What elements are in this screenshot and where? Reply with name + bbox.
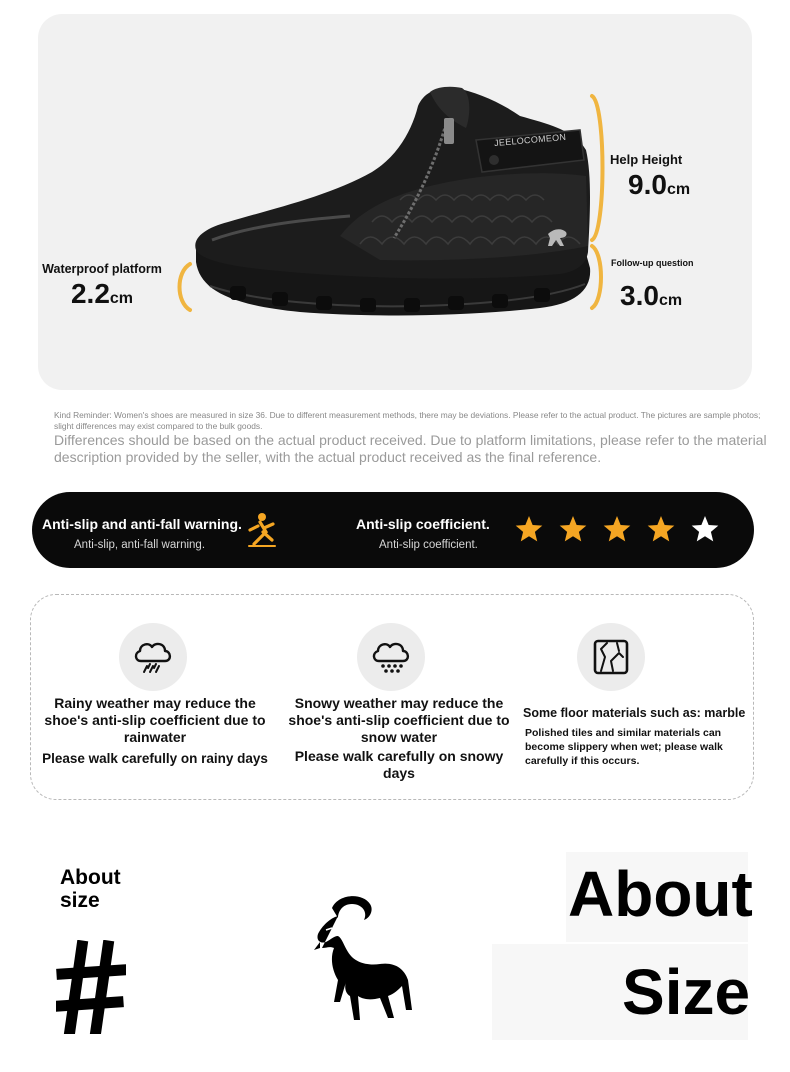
rain-note: Please walk carefully on rainy days (42, 751, 268, 766)
follow-up-label: Follow-up question (611, 258, 694, 268)
size-heading (492, 944, 751, 1040)
size-heading-text: Size (622, 956, 751, 1028)
help-height-label: Help Height (610, 152, 683, 167)
platform-unit: cm (109, 290, 134, 307)
help-height-value (628, 169, 690, 201)
follow-up-value (620, 280, 682, 312)
coefficient-title: Anti-slip coefficient. (356, 516, 490, 532)
floor-condition (517, 595, 755, 801)
snow-condition (275, 595, 515, 801)
warning-subtitle: Anti-slip, anti-fall warning. (74, 539, 206, 551)
follow-up-measure (611, 258, 694, 269)
slip-fall-icon (246, 512, 278, 548)
snow-cloud-icon (357, 623, 425, 691)
platform-number: 2.2 (70, 278, 110, 309)
star-empty-icon (690, 514, 720, 544)
help-height-unit: cm (666, 181, 691, 198)
rating-stars (514, 514, 724, 544)
star-filled-icon (646, 514, 676, 544)
about-heading (566, 852, 753, 942)
reminder-small-text: Kind Reminder: Women's shoes are measured in size 36. Due to different measurement methods, there may be deviations. Please refer to the actual product. The pictures are sample photos; slight differences may exist compared to the bulk goods. (54, 410, 761, 431)
platform-label: Waterproof platform (42, 262, 162, 276)
star-filled-icon (514, 514, 544, 544)
coefficient-subtitle: Anti-slip coefficient. (379, 539, 478, 551)
about-heading-text: About (568, 858, 753, 930)
help-height-number: 9.0 (628, 169, 667, 200)
help-height-measure (610, 152, 690, 201)
hash-icon (56, 940, 126, 1034)
rain-title: Rainy weather may reduce the shoe's anti-slip coefficient due to rainwater (44, 695, 266, 745)
rain-condition (31, 595, 271, 801)
warning-title: Anti-slip and anti-fall warning. (42, 516, 242, 532)
snow-note: Please walk carefully on snowy days (294, 748, 504, 781)
platform-measure (34, 262, 170, 310)
goat-logo-icon (308, 890, 424, 1026)
anti-slip-bar (32, 492, 754, 568)
conditions-panel (30, 594, 754, 800)
follow-up-number: 3.0 (620, 280, 659, 311)
about-size-small: About size (60, 866, 121, 912)
rain-cloud-icon (119, 623, 187, 691)
star-filled-icon (602, 514, 632, 544)
floor-note: Polished tiles and similar materials can become slippery when wet; please walk carefully if this occurs. (525, 727, 723, 767)
brand-text: JEELOCOMEON (493, 131, 567, 149)
marble-floor-icon (577, 623, 645, 691)
star-filled-icon (558, 514, 588, 544)
reminder-large-text: Differences should be based on the actual product received. Due to platform limitations, please refer to the material description provided by the seller, with the actual product received as the final reference. (54, 432, 767, 465)
floor-title: Some floor materials such as: marble (523, 706, 746, 720)
platform-value (34, 278, 170, 310)
follow-up-unit: cm (658, 292, 683, 309)
snow-title: Snowy weather may reduce the shoe's anti-slip coefficient due to snow water (288, 695, 510, 745)
